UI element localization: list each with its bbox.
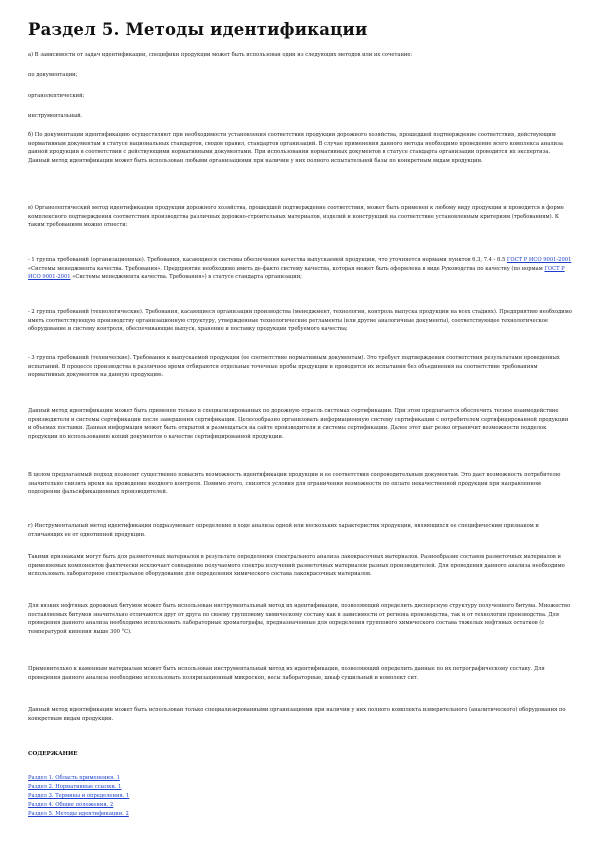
- requirements-group-3: - 3 группа требований (технические). Требования к выпускаемой продукции (ее соответствие нормативным документам). Это требует подтверждения соответствия результатами проведенных испытаний. В процессе производства в различное время отбираются отдельные точечные пробы продукции и проводятся их испытания без объединения на соответствие требованиям нормативных документов на данную продукцию.: [28, 355, 560, 379]
- toc-link-section-2[interactable]: Раздел 2. Нормативные ссылки. 1: [28, 784, 122, 790]
- paragraph-v: в) Органолептический метод идентификации продукции дорожного хозяйства, прошедшей подтверждение соответствия, может быть применен к любому виду продукции и проводится в форме комплексного подтверждения соответствия производства различных дорожно-строительных материалов, изделий и конструкций на соответствие установленным критериям (требованиям). К таким требованиям можно отнести:: [28, 205, 564, 229]
- paragraph-marking-materials: Такими признаками могут быть для разметочных материалов в результате определения спектрального анализа лакокрасочных материалов. Разнообразие составов разметочных материалов и применяемых компонентов фактически исключает совпадение получаемого спектра излучений разметочных материалов разных производителей. Для проведения данного анализа необходимо использовать лабораторное спектральное оборудование для определения химического состава лакокрасочных материалов.: [28, 554, 565, 578]
- requirements-group-1: [28, 256, 573, 282]
- toc-item: [28, 792, 129, 801]
- toc-item: [28, 810, 129, 819]
- paragraph-final: Данный метод идентификации может быть использован только специализированными организациями при наличии у них полного комплекта измерительного (аналитического) оборудования по конкретным видам продукции.: [28, 707, 566, 722]
- paragraph-approach: В целом предлагаемый подход позволит существенно повысить возможность идентификации продукции и ее соответствия сопроводительным документам. Это дает возможность потребителю значительно снизить время на проведение входного контроля. Помимо этого, снизятся условия для ограничения возможности по оплате некачественной продукции при направленном подозрении фальсификационных производителей.: [28, 472, 561, 496]
- paragraph-b: б) По документации идентификацию осуществляют при необходимости установления соответствия продукции дорожного хозяйства, прошедшей подтверждение соответствия, действующим нормативным документам в статусе национальных стандартов, сводов правил, стандартов организаций. В случае применения данного метода необходимо проведение всего комплекса анализа данной продукции в соответствии с действующими нормативными документами. При использовании нормативных документов в статусе стандарта организации проводится их экспертиза. Данный метод идентификации может быть использован любыми организациями при наличии у них полного испытательной базы по конкретным видам продукции.: [28, 132, 564, 165]
- toc-item: [28, 774, 129, 783]
- toc-title: СОДЕРЖАНИЕ: [28, 751, 78, 757]
- toc-link-section-3[interactable]: Раздел 3. Термины и определения. 1: [28, 793, 130, 799]
- paragraph-g: г) Инструментальный метод идентификации подразумевает определение в ходе анализа одной или нескольких характеристик продукции, являющихся ее специфическим признаком и отличающих ее от однотипной продукции.: [28, 523, 539, 538]
- req1-text-middle: «Системы менеджмента качества. Требования». Предприятие необходимо иметь де-факто систему качества, которая может быть оформлена в виде Руководства по качеству (по нормам: [28, 265, 545, 272]
- gost-link-1[interactable]: ГОСТ Р ИСО 9001-2001: [506, 257, 572, 263]
- paragraph-bitumen: Для вязких нефтяных дорожных битумов может быть использован инструментальный метод их идентификации, позволяющий определить дисперсную структуру полученного битума. Множество поставляемых битумов значительно отличаются друг от друга по своему групповому химическому составу как в зависимости от региона производства, так и от технологии производства. Для проведения данного анализа необходимо использовать лабораторные хроматографы, предназначенные для определения группового химического состава тяжелых нефтяных остатков (с температурой кипения выше 300 °С).: [28, 603, 571, 636]
- toc-item: [28, 801, 129, 810]
- section-title: Раздел 5. Методы идентификации: [28, 20, 368, 39]
- document-page: [28, 0, 573, 817]
- table-of-contents: [28, 774, 129, 819]
- method-item-organoleptic: органолептический;: [28, 93, 85, 99]
- toc-link-section-5[interactable]: Раздел 5. Методы идентификации. 2: [28, 811, 129, 817]
- requirements-group-2: - 2 группа требований (технологические). Требования, касающиеся организации производства (менеджмент, технологии, контроль выпуска продукции на всех стадиях). Предприятию необходимо иметь соответствующую производству организационную структуру, утвержденные технологические регламенты (или другие аналогичные документы), соответствующее технологическое оборудование и систему контроля, обеспечивающие выпуск, хранение и поставку продукции требуемого качества;: [28, 309, 572, 333]
- req1-text-end: «Системы менеджмента качества. Требования») в статусе стандарта организации;: [70, 274, 302, 281]
- method-item-documentation: по документации;: [28, 72, 78, 78]
- gost-link-2[interactable]: ГОСТ Р ИСО 9001-2001: [28, 265, 565, 281]
- paragraph-stone-materials: Применительно к каменным материалам может быть использован инструментальный метод их идентификации, позволяющий определить данные по их петрографическому составу. Для проведения данного анализа необходимо использовать поляризационный микроскоп, весы лабораторные, шкаф сушильный и комплект сит.: [28, 666, 545, 681]
- paragraph-certification: Данный метод идентификации может быть применен только в специализированных по дорожную отрасль системах сертификации. При этом предлагается обеспечить тесное взаимодействие производителя и системы сертификации после завершения сертификации. Целесообразно организовать информационную систему сертификации с потребителем сертифицированной продукции и объемах поставки. Данная информация может быть открытой и размещаться на сайте производителя и системы сертификации. Далее этот шаг резко ограничит возможности подделок продукции по использованию копий документов о качестве сертифицированной продукции.: [28, 408, 569, 441]
- paragraph-a-intro: а) В зависимости от задач идентификации, специфики продукции может быть использован один из следующих методов или их сочетание:: [28, 52, 413, 58]
- toc-link-section-1[interactable]: Раздел 1. Область применения. 1: [28, 775, 120, 781]
- method-item-instrumental: инструментальный.: [28, 113, 83, 119]
- req1-text-start: - 1 группа требований (организационные). Требования, касающиеся системы обеспечения качества выпускаемой продукции, что уточняется нормами пунктов 6.3, 7.4 - 8.5: [28, 257, 507, 263]
- toc-link-section-4[interactable]: Раздел 4. Общие положения. 2: [28, 802, 114, 808]
- toc-item: [28, 783, 129, 792]
